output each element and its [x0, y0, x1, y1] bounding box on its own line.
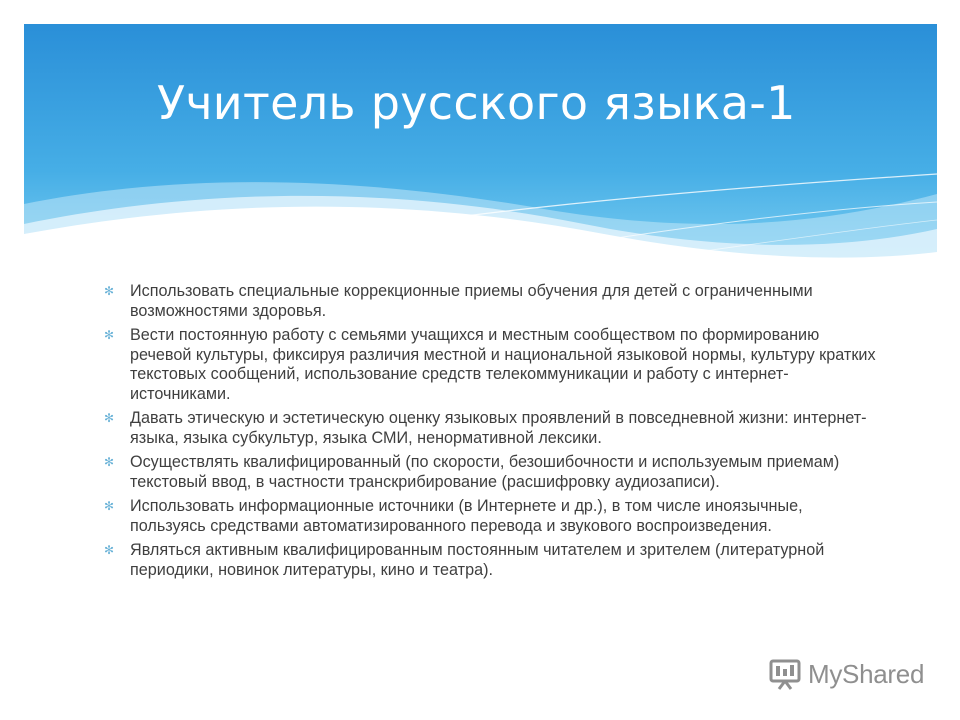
bullet-text: Использовать специальные коррекционные приемы обучения для детей с ограниченными возможностями здоровья. [130, 282, 813, 320]
bullet-text: Использовать информационные источники (в Интернете и др.), в том числе иноязычные, пользуясь средствами автоматизированного перевода и звукового воспроизведения. [130, 497, 803, 535]
bullet-text: Давать этическую и эстетическую оценку языковых проявлений в повседневной жизни: интернет-языка, языка субкультур, языка СМИ, ненормативной лексики. [130, 409, 867, 447]
slide-header [24, 24, 937, 269]
bullet-item [100, 282, 880, 321]
bullet-item [100, 453, 880, 492]
bullet-text: Осуществлять квалифицированный (по скорости, безошибочности и используемым приемам) текстовый ввод, в частности транскрибирование (расшифровку аудиозаписи). [130, 453, 840, 491]
bullet-list [100, 282, 880, 585]
bullet-item [100, 497, 880, 536]
bullet-text: Являться активным квалифицированным постоянным читателем и зрителем (литературной периодики, новинок литературы, кино и театра). [130, 541, 825, 579]
asterisk-bullet-icon: ✻ [104, 499, 115, 513]
bullet-text: Вести постоянную работу с семьями учащихся и местным сообществом по формированию речевой культуры, фиксируя различия местной и национальной языковой нормы, культуру кратких текстовых сообщений, использование средств телекоммуникации и работу с интернет-источниками. [130, 326, 876, 403]
asterisk-bullet-icon: ✻ [104, 284, 115, 298]
slide [24, 24, 937, 696]
bullet-item [100, 326, 880, 404]
myshared-watermark[interactable] [768, 656, 924, 692]
asterisk-bullet-icon: ✻ [104, 411, 115, 425]
slide-title: Учитель русского языка-1 [157, 76, 796, 130]
watermark-text: MyShared [808, 658, 925, 689]
asterisk-bullet-icon: ✻ [104, 543, 115, 557]
header-wave-background [24, 24, 937, 269]
asterisk-bullet-icon: ✻ [104, 328, 115, 342]
asterisk-bullet-icon: ✻ [104, 455, 115, 469]
bullet-item [100, 541, 880, 580]
presentation-board-icon [768, 658, 802, 690]
bullet-item [100, 409, 880, 448]
